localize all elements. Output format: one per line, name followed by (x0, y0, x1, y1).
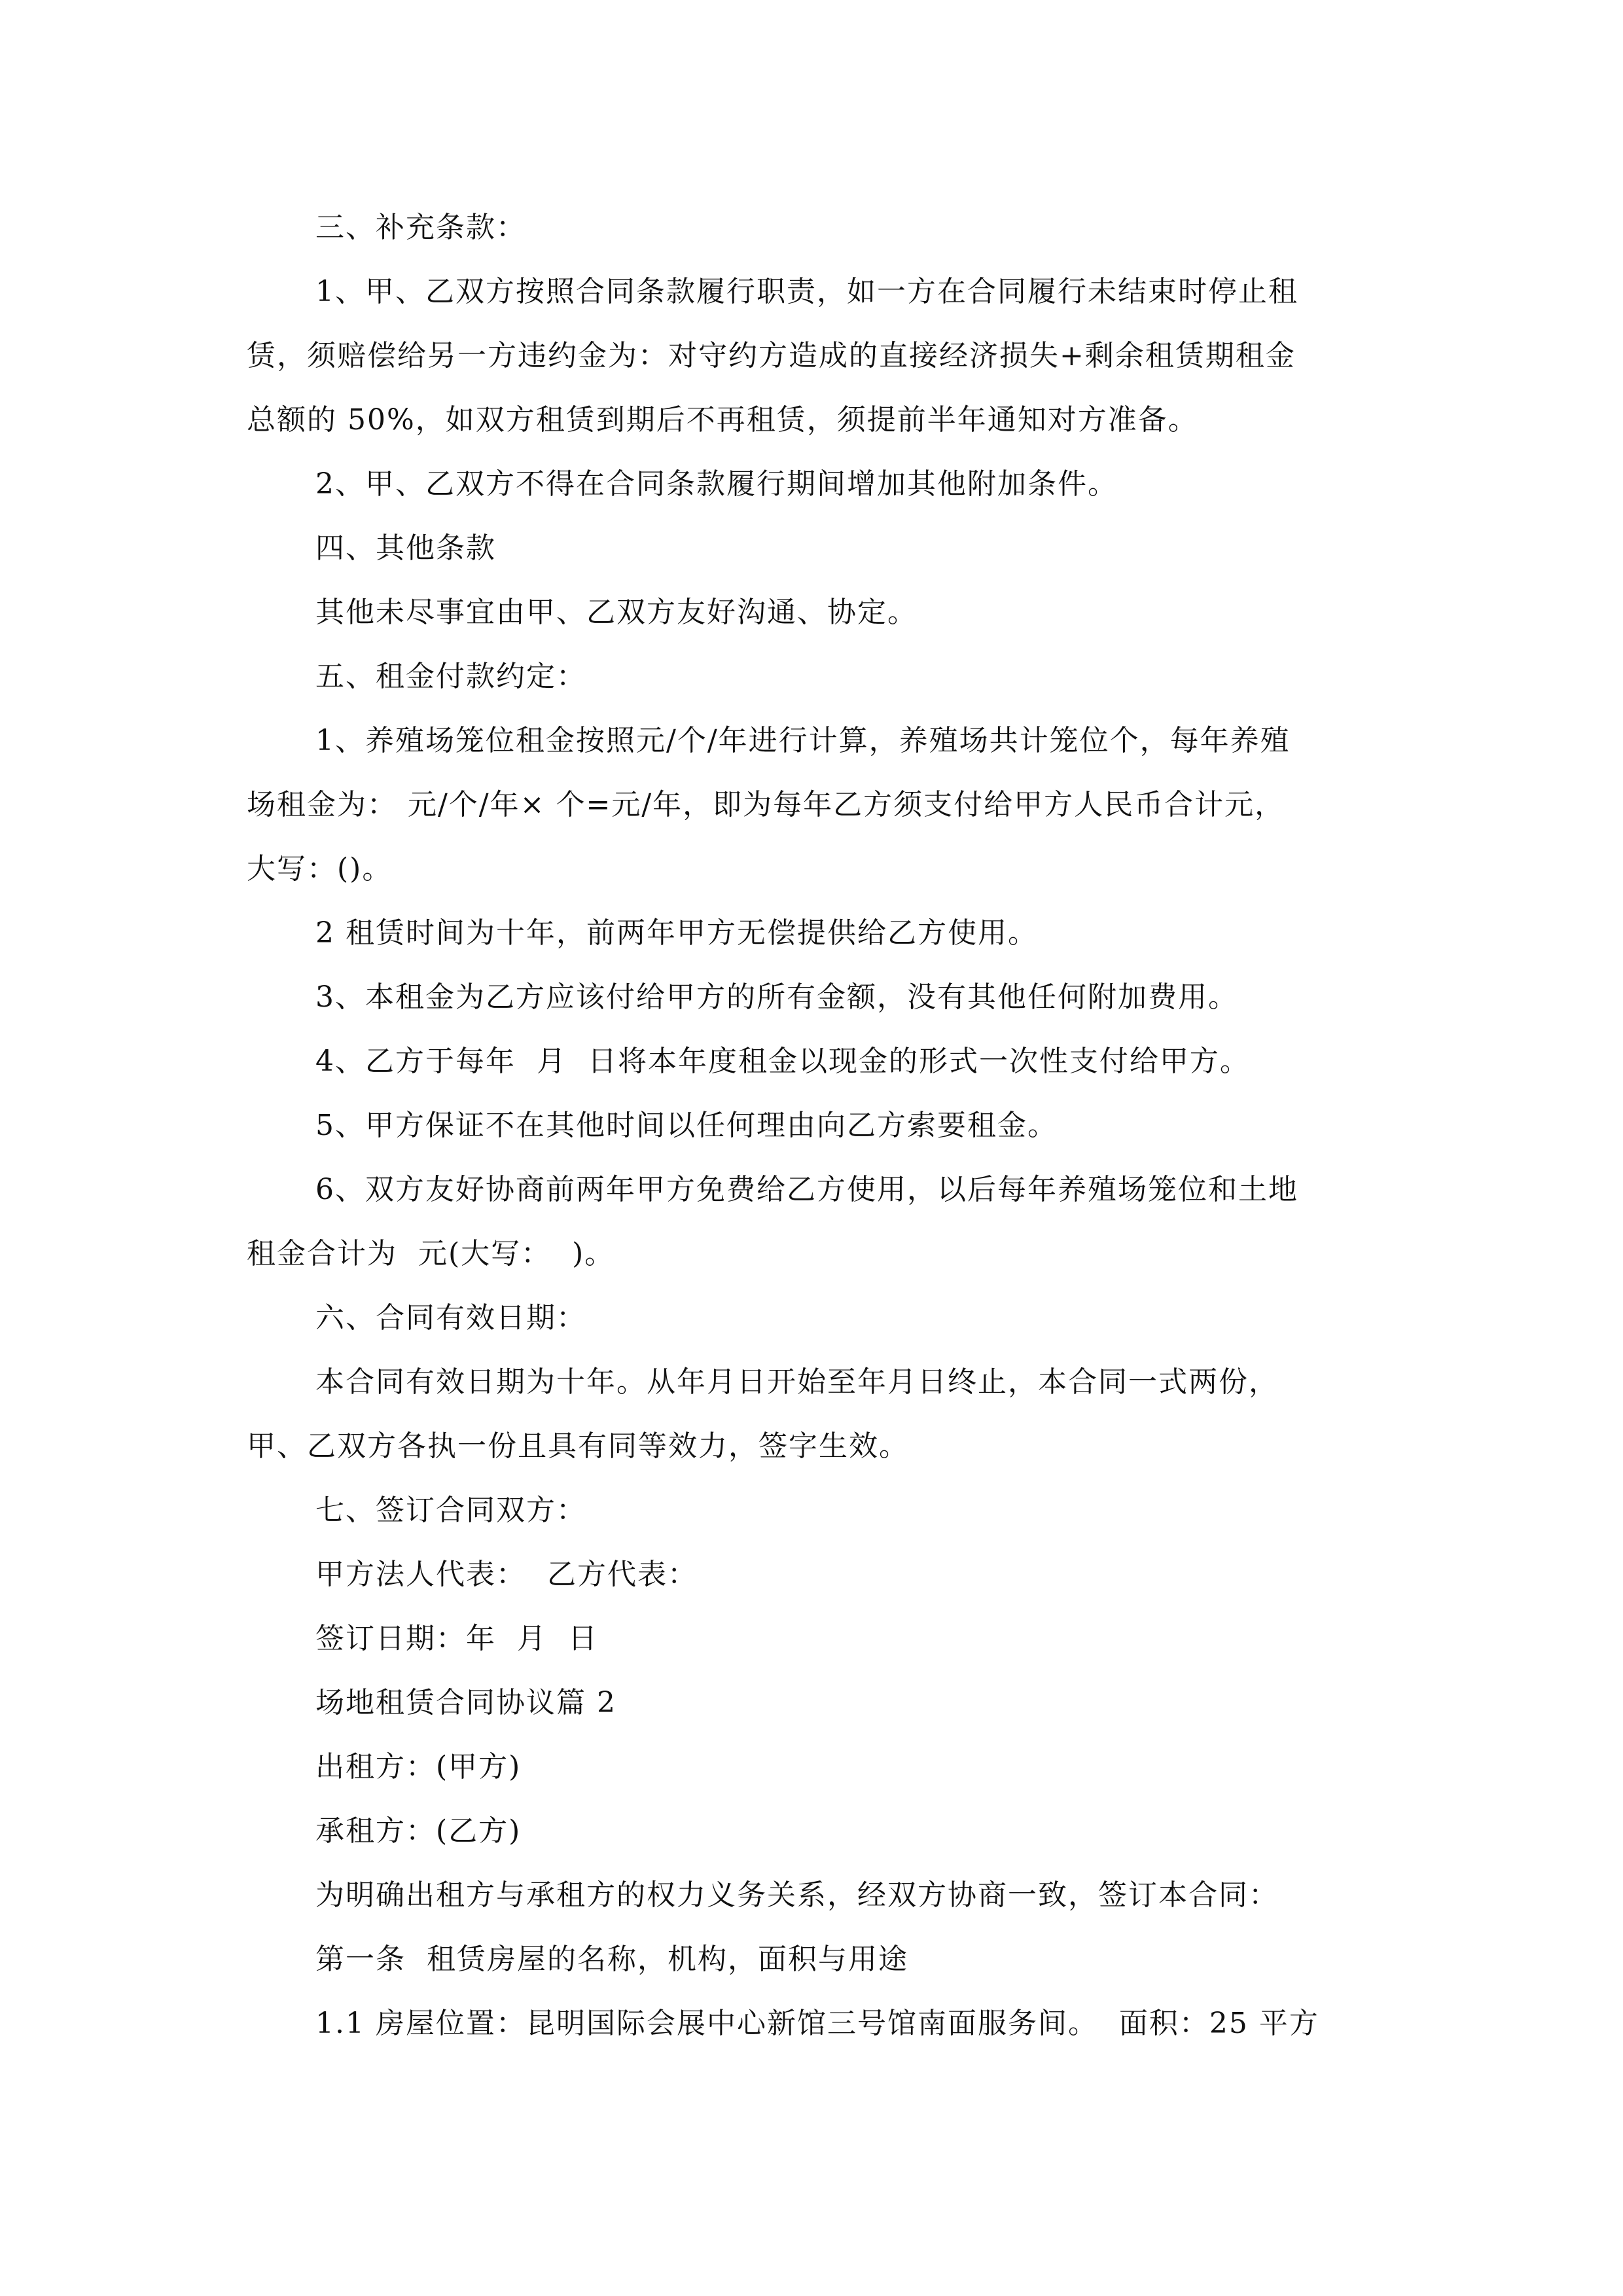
article-heading: 第一条 租赁房屋的名称，机构，面积与用途 (315, 1943, 908, 1976)
paragraph-line: 租金合计为 元(大写： )。 (247, 1237, 615, 1270)
section-heading-supplementary-terms: 三、补充条款： (315, 211, 526, 244)
paragraph-line: 甲、乙双方各执一份且具有同等效力，签字生效。 (247, 1429, 909, 1463)
signing-date-line: 签订日期：年 月 日 (315, 1622, 598, 1655)
section-heading-signing-parties: 七、签订合同双方： (315, 1494, 586, 1527)
paragraph-line: 3、本租金为乙方应该付给甲方的所有金额，没有其他任何附加费用。 (315, 980, 1238, 1014)
paragraph-line: 大写：()。 (247, 852, 393, 886)
paragraph-line: 其他未尽事宜由甲、乙双方友好沟通、协定。 (315, 596, 918, 629)
paragraph-line: 1.1 房屋位置：昆明国际会展中心新馆三号馆南面服务间。 面积：25 平方 (315, 2007, 1319, 2040)
paragraph-line: 本合同有效日期为十年。从年月日开始至年月日终止，本合同一式两份， (315, 1365, 1279, 1399)
section-heading-effective-date: 六、合同有效日期： (315, 1301, 586, 1335)
lessor-line: 出租方：(甲方) (315, 1750, 522, 1784)
paragraph-line: 场租金为： 元/个/年× 个=元/年，即为每年乙方须支付给甲方人民币合计元， (247, 788, 1285, 821)
paragraph-line: 4、乙方于每年 月 日将本年度租金以现金的形式一次性支付给甲方。 (315, 1045, 1250, 1078)
paragraph-line: 5、甲方保证不在其他时间以任何理由向乙方索要租金。 (315, 1109, 1058, 1142)
paragraph-line: 1、甲、乙双方按照合同条款履行职责，如一方在合同履行未结束时停止租 (315, 275, 1298, 308)
paragraph-line: 2 租赁时间为十年，前两年甲方无偿提供给乙方使用。 (315, 916, 1038, 950)
agreement-title: 场地租赁合同协议篇 2 (315, 1686, 616, 1719)
signature-representatives-line: 甲方法人代表： 乙方代表： (315, 1558, 698, 1591)
paragraph-line: 2、甲、乙双方不得在合同条款履行期间增加其他附加条件。 (315, 467, 1118, 501)
paragraph-line: 1、养殖场笼位租金按照元/个/年进行计算，养殖场共计笼位个，每年养殖 (315, 724, 1291, 757)
paragraph-line: 赁，须赔偿给另一方违约金为：对守约方造成的直接经济损失+剩余租赁期租金 (247, 339, 1296, 372)
section-heading-rent-payment: 五、租金付款约定： (315, 660, 586, 693)
section-heading-other-terms: 四、其他条款 (315, 531, 496, 565)
paragraph-line: 为明确出租方与承租方的权力义务关系，经双方协商一致，签订本合同： (315, 1878, 1279, 1912)
lessee-line: 承租方：(乙方) (315, 1814, 522, 1848)
paragraph-line: 6、双方友好协商前两年甲方免费给乙方使用，以后每年养殖场笼位和土地 (315, 1173, 1298, 1206)
paragraph-line: 总额的 50%，如双方租赁到期后不再租赁，须提前半年通知对方准备。 (247, 403, 1198, 437)
